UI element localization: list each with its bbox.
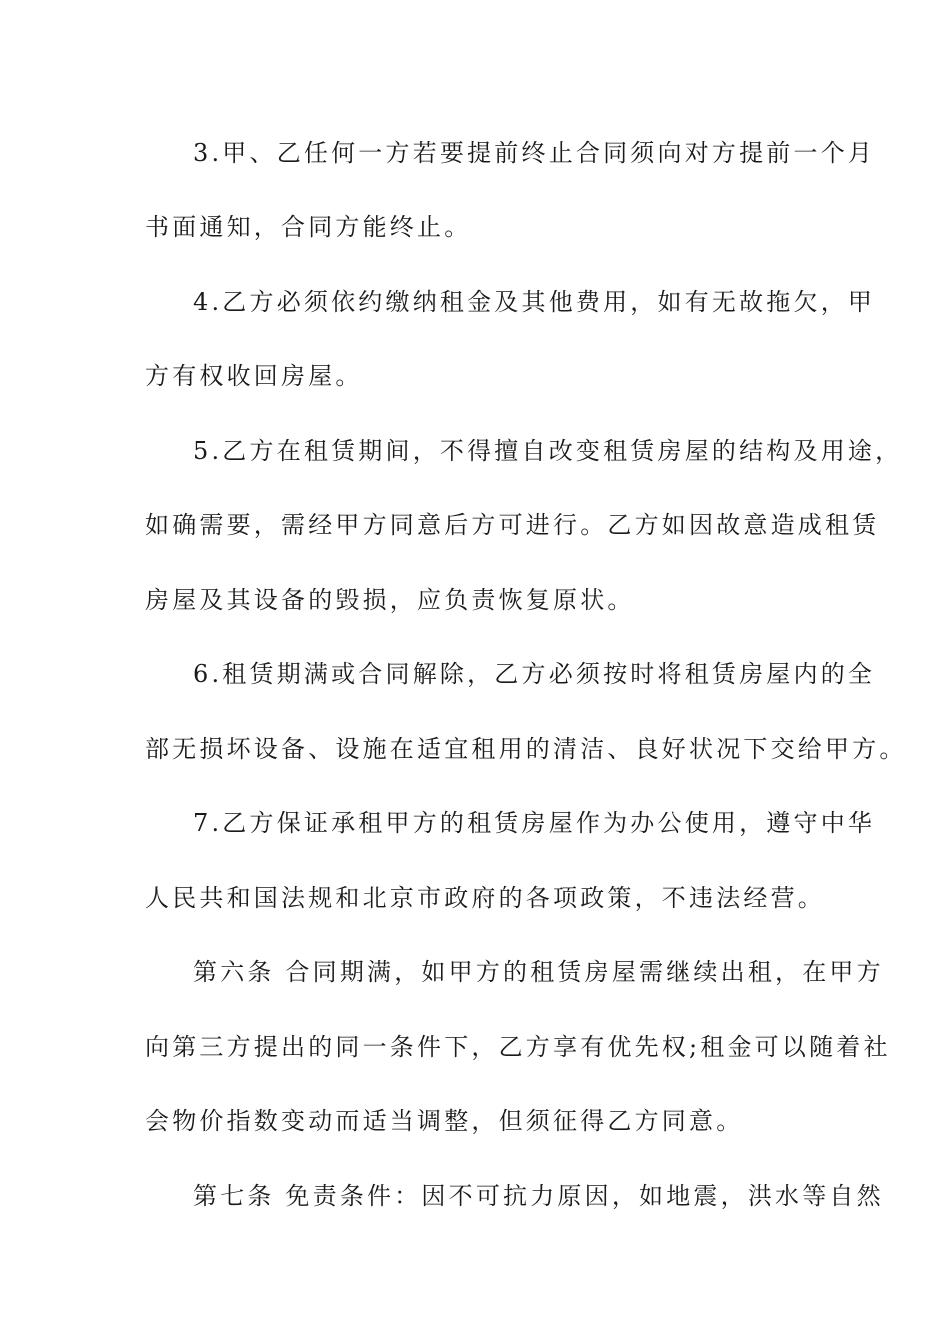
text-line: 部无损坏设备、设施在适宜租用的清洁、良好状况下交给甲方。 <box>145 735 907 763</box>
text-line: 书面通知，合同方能终止。 <box>145 213 472 241</box>
text-line: 4.乙方必须依约缴纳租金及其他费用，如有无故拖欠，甲 <box>193 288 876 316</box>
text-line: 7.乙方保证承租甲方的租赁房屋作为办公使用，遵守中华 <box>193 809 876 837</box>
text-line: 向第三方提出的同一条件下，乙方享有优先权;租金可以随着社 <box>145 1033 891 1061</box>
text-line: 会物价指数变动而适当调整，但须征得乙方同意。 <box>145 1107 744 1135</box>
text-line: 第七条 免责条件：因不可抗力原因，如地震，洪水等自然 <box>193 1182 884 1210</box>
text-line: 房屋及其设备的毁损，应负责恢复原状。 <box>145 586 635 614</box>
text-line: 方有权收回房屋。 <box>145 362 363 390</box>
text-line: 人民共和国法规和北京市政府的各项政策，不违法经营。 <box>145 884 825 912</box>
text-line: 6.租赁期满或合同解除，乙方必须按时将租赁房屋内的全 <box>193 660 876 688</box>
text-line: 5.乙方在租赁期间，不得擅自改变租赁房屋的结构及用途， <box>193 437 903 465</box>
text-line: 如确需要，需经甲方同意后方可进行。乙方如因故意造成租赁 <box>145 511 880 539</box>
text-line: 3.甲、乙任何一方若要提前终止合同须向对方提前一个月 <box>193 139 876 167</box>
text-line: 第六条 合同期满，如甲方的租赁房屋需继续出租，在甲方 <box>193 958 884 986</box>
